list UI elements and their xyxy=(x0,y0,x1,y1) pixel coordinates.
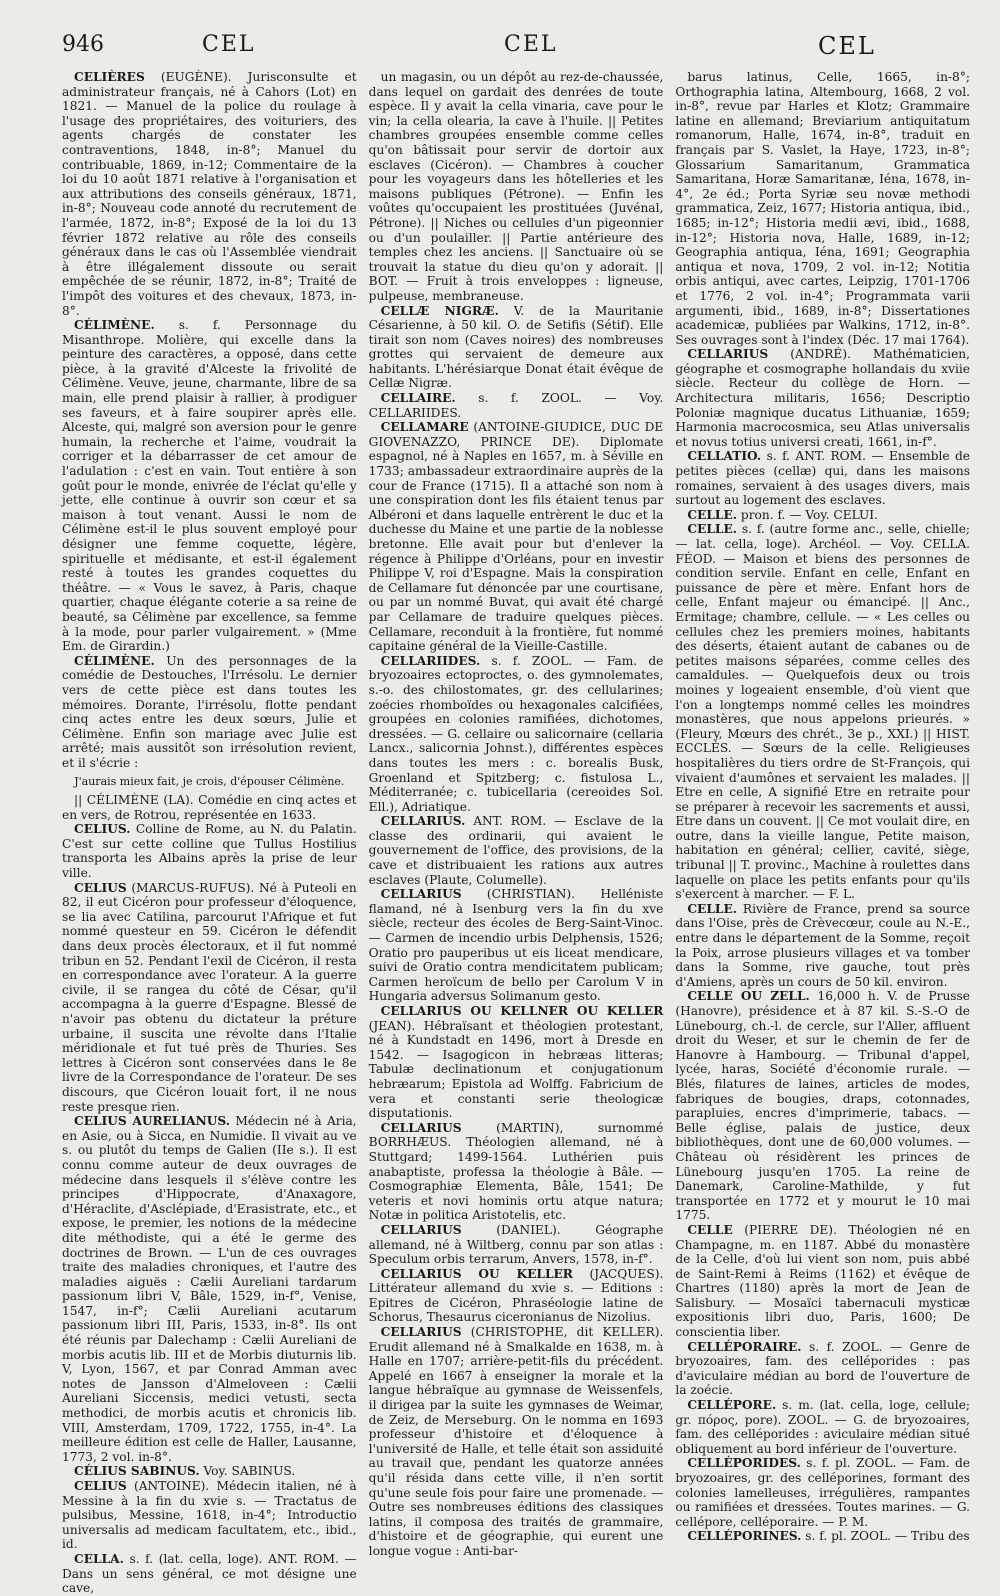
dictionary-entry xyxy=(369,814,664,887)
dictionary-entry xyxy=(62,318,357,654)
dictionary-entry xyxy=(62,822,357,880)
dictionary-entry xyxy=(369,1004,664,1121)
dictionary-entry xyxy=(369,391,664,420)
entry-text: barus latinus, Celle, 1665, in-8°; Orthographia latina, Altembourg, 1668, 2 vol. in-8°, revue par Harles et Klotz; Grammaire latine en allemand; Breviarium antiquitatum romanorum, Halle, 1674, in-8°, traduit en français par S. Vaslet, la Haye, 1723, in-8°; Glossarium Samaritanum, Grammatica Samaritana, Horæ Samaritanæ, Iéna, 1678, in-4°, 2e éd.; Porta Syriæ seu novæ methodi grammatica, Zeiz, 1677; Historia antiqua, ibid., 1685; in-12°; Historia medii ævi, ibid., 1688, in-12°; Historia nova, Halle, 1689, in-12; Geographia antiqua, Iéna, 1691; Geographia antiqua et nova, 1709, 2 vol. in-12; Notitia orbis antiqui, avec cartes, Leipzig, 1701-1706 et 1776, 2 vol. in-4°; Programmata varii argumenti, ibid., 1689, in-8°; Dissertationes academicæ, publiées par Walkins, 1712, in-8°. Ses ouvrages sont à l'index (Déc. 17 mai 1764). xyxy=(675,70,971,347)
entry-text: pron. f. — Voy. CELUI. xyxy=(740,507,878,522)
entry-headword: CELIUS. xyxy=(74,822,131,837)
entry-headword: CÉLIUS SABINUS. xyxy=(74,1464,200,1479)
entry-text: (MARTIN), surnommé BORRHÆUS. Théologien allemand, né à Stuttgard; 1499-1564. Luthérien puis anabaptiste, professa la théologie à Bâle. — Cosmographiæ Elementa, Bâle, 1541; De veteris et novi hominis ortu atque natura; Notæ in politica Aristotelis, etc. xyxy=(368,1120,664,1223)
entry-headword: CELLÉPORIDES. xyxy=(687,1456,801,1471)
entry-text: Un des personnages de la comédie de Destouches, l'Irrésolu. Le dernier vers de cette pièce est dans toutes les mémoires. Dorante, l'irrésolu, flotte pendant cinq actes entre les deux sœurs, Julie et Célimène. Enfin son mariage avec Julie est arrêté; mais aussitôt son irrésolution revient, et il s'écrie : xyxy=(62,653,357,770)
dictionary-entry xyxy=(369,887,664,1004)
entry-headword: CELLÆ NIGRÆ. xyxy=(380,303,499,318)
dictionary-entry xyxy=(369,1267,664,1325)
running-word-right: CEL xyxy=(818,32,876,60)
entry-text: s. f. Personnage du Misanthrope. Molière, qui excelle dans la peinture des caractères, a opposé, dans cette pièce, à la gravité d'Alceste la frivolité de Célimène. Veuve, jeune, charmante, libre de sa main, elle prend plaisir à rallier, à prodiguer ses faveurs, et à faire soupirer après elle. Alceste, qui, malgré son aversion pour le genre humain, la recherche et l'aime, voudrait la corriger et la débarrasser de cet amour de l'adulation : c'est en vain. Tout entière à son goût pour le monde, enivrée de l'éclat qu'elle y jette, elle continue à ouvrir son cœur et sa maison à tout venant. Aussi le nom de Célimène est-il le plus souvent employé pour désigner une femme coquette, légère, spirituelle et médisante, et est-il également resté à toutes les grandes coquettes du théâtre. — « Vous le savez, à Paris, chaque quartier, chaque élégante coterie a sa reine de beauté, sa Célimène par excellence, sa femme à la mode, pour parler vulgairement. » (Mme Em. de Girardin.) xyxy=(62,318,357,654)
entry-text: s. f. pl. ZOOL. — Fam. de bryozoaires, gr. des celléporines, formant des colonies lamelleuses, irrégulières, rampantes ou ramifiées et dressées. Toutes marines. — G. cellépore, celléporaire. — P. M. xyxy=(675,1456,971,1529)
entry-text: (JACQUES). Littérateur allemand du xvie s. — Editions : Epitres de Cicéron, Phraséologie latine de Schorus, Thesaurus ciceronianus de Nizolius. xyxy=(368,1266,664,1325)
entry-text: V. de la Mauritanie Césarienne, à 50 kil. O. de Setifis (Sétif). Elle tirait son nom (Caves noires) des nombreuses grottes qui servaient de demeure aux habitants. L'hérésiarque Donat était évêque de Cellæ Nigræ. xyxy=(368,303,664,391)
entry-text: s. f. (autre forme anc., selle, chielle; — lat. cella, loge). Archéol. — Voy. CELLA. FÉOD. — Maison et biens des personnes de condition servile. Enfant en celle, Enfant en puissance de père et mère. Enfant hors de celle, Enfant majeur ou émancipé. || Anc., Ermitage; chambre, cellule. — « Les celles ou cellules chez les premiers moines, habitants des déserts, étaient autant de cabanes ou de petites maisons séparées, comme celles des camaldules. — Quelquefois deux ou trois moines y logeaient ensemble, d'où vient que l'on a longtemps nommé celles les moindres monastères, que nous appelons prieurés. » (Fleury, Mœurs des chrét., 3e p., XXI.) || HIST. ECCLÉS. — Sœurs de la celle. Religieuses hospitalières du tiers ordre de St-François, qui vivaient d'aumônes et servaient les malades. || Etre en celle, A signifié Etre en retraite pour se préparer à recevoir les sacrements et aussi, Etre dans un couvent. || Ce mot voulait dire, en outre, dans la vieille langue, Petite maison, habitation en général; cellier, cavité, siège, tribunal || T. provinc., Machine à roulettes dans laquelle on place les petits enfants pour qu'ils s'exercent à marcher. — F. L. xyxy=(675,522,971,902)
dictionary-entry xyxy=(369,1325,664,1559)
entry-headword: CELLARIUS OU KELLER xyxy=(380,1266,573,1281)
dictionary-entry xyxy=(675,1398,970,1456)
entry-headword: CELLAIRE. xyxy=(380,391,456,406)
entry-headword: CÉLIMÈNE. xyxy=(74,318,155,333)
entry-headword: CELLE OU ZELL. xyxy=(687,989,810,1004)
dictionary-entry xyxy=(62,793,357,822)
entry-text: (ANDRÉ). Mathématicien, géographe et cosmographe hollandais du xviie siècle. Recteur du collège de Horn. — Architectura militaris, 1656; Descriptio Poloniæ magnique ducatus Lithuaniæ, 1659; Harmonia macrocosmica, seu Atlas universalis et novus totius universi creati, 1661, in-f°. xyxy=(675,347,971,449)
running-word-left: CEL xyxy=(202,32,256,57)
dictionary-entry xyxy=(675,1529,970,1544)
entry-headword: CELLÉPORAIRE. xyxy=(687,1339,802,1354)
entry-headword: CELLÉPORINES. xyxy=(687,1529,802,1544)
entry-headword: CELLE xyxy=(687,1222,733,1237)
dictionary-entry xyxy=(675,1456,970,1529)
entry-text: (CHRISTIAN). Helléniste flamand, né à Isenburg vers la fin du xve siècle, recteur des écoles de Berg-Saint-Vinoc. — Carmen de incendio urbis Delphensis, 1526; Oratio pro pauperibus ut eis liceat mendicare, suivi de Oratio contra mendicitatem publicam; Carmen heroïcum de bello per Carolum V in Hungaria adversus Solimanum gesto. xyxy=(368,887,664,1004)
dictionary-entry xyxy=(369,1223,664,1267)
entry-headword: CELIÈRES xyxy=(74,70,145,84)
entry-text: (JEAN). Hébraïsant et théologien protestant, né à Kundstadt en 1496, mort à Dresde en 1542. — Isagogicon in hebræas litteras; Tabulæ declinationum et conjugationum hebræarum; Epistola ad Wolffg. Fabricium de vera et constanti serie theologicæ disputationis. xyxy=(368,1018,664,1121)
dictionary-entry xyxy=(62,654,357,771)
entry-text: (DANIEL). Géographe allemand, né à Wiltberg, connu par son atlas : Speculum orbis terrarum, Anvers, 1578, in-f°. xyxy=(368,1222,664,1267)
dictionary-entry xyxy=(675,449,970,507)
dictionary-entry xyxy=(675,70,970,347)
dictionary-entry xyxy=(675,1340,970,1398)
entry-headword: CELLATIO. xyxy=(687,449,762,464)
dictionary-entry xyxy=(62,1464,357,1479)
entry-text: (EUGÈNE). Jurisconsulte et administrateur français, né à Cahors (Lot) en 1821. — Manuel de la police du roulage à l'usage des propriétaires, des voituriers, des agents chargés de constater les contraventions, 1848, in-8°; Manuel du contribuable, 1869, in-12; Commentaire de la loi du 10 août 1871 relative à l'organisation et aux attributions des conseils généraux, 1871, in-8°; Nouveau code annoté du recrutement de l'armée, 1872, in-8°; Exposé de la loi du 13 février 1872 relative au rôle des conseils généraux dans le cas où l'Assemblée viendrait à être illégalement dissoute ou serait empêchée de se réunir, 1872, in-8°; Traité de l'impôt des voitures et des chevaux, 1873, in-8°. xyxy=(62,70,357,318)
running-header xyxy=(62,18,970,70)
entry-headword: CELLE. xyxy=(687,522,738,537)
dictionary-entry xyxy=(369,1121,664,1223)
entry-headword: CÉLIMÈNE. xyxy=(74,653,155,668)
column-2 xyxy=(368,70,664,1558)
dictionary-entry xyxy=(62,1114,357,1464)
entry-text: s. f. ZOOL. — Voy. CELLARIIDES. xyxy=(368,391,664,420)
entry-text: (PIERRE DE). Théologien né en Champagne, m. en 1187. Abbé du monastère de la Celle, d'où lui vient son nom, puis abbé de Saint-Remi à Reims (1162) et évêque de Chartres (1180) après la mort de Jean de Salisbury. — Mosaïci tabernaculi mysticæ expositionis libri duo, Paris, 1600; De conscientia liber. xyxy=(675,1222,971,1340)
entry-text: (CHRISTOPHE, dit KELLER). Erudit allemand né à Smalkalde en 1638, m. à Halle en 1707; arrière-petit-fils du précédent. Appelé en 1667 à enseigner la morale et la langue hébraïque au gymnase de Weissenfels, il dirigea par la suite les gymnases de Weimar, de Zeiz, de Merseburg. On le nomma en 1693 professeur d'histoire et d'éloquence à l'université de Halle, et telle était son assiduité au travail que, pendant les quatorze années qu'il résida dans cette ville, il n'en sortit qu'une seule fois pour faire une promenade. — Outre ses nombreuses éditions des classiques latins, il composa des traités de grammaire, d'histoire et de géographie, qui eurent une longue vogue : Anti-bar- xyxy=(368,1325,664,1558)
dictionary-entry xyxy=(62,1552,357,1596)
entry-text: ANT. ROM. — Esclave de la classe des ordinarii, qui avaient le gouvernement de l'office, des provisions, de la cave et distribuaient les rations aux autres esclaves (Plaute, Columelle). xyxy=(368,814,664,887)
entry-headword: CELIUS xyxy=(74,1479,127,1493)
dictionary-entry xyxy=(369,304,664,392)
entry-text: 16,000 h. V. de Prusse (Hanovre), présidence et à 87 kil. S.-S.-O de Lünebourg, ch.-l. de cercle, sur l'Aller, affluent droit du Weser, et sur le chemin de fer de Hanovre à Hambourg. — Tribunal d'appel, lycée, haras, Société d'économie rurale. — Blés, filatures de laines, articles de modes, fabriques de bougies, draps, cotonnades, parapluies, encres d'imprimerie, tabacs. — Belle église, palais de justice, deux bibliothèques, dont une de 60,000 volumes. — Château où résidèrent les princes de Lünebourg jusqu'en 1705. La reine de Danemark, Caroline-Mathilde, y fut transportée en 1772 et y mourut le 10 mai 1775. xyxy=(675,989,971,1223)
entry-text: s. f. ZOOL. — Genre de bryozoaires, fam. des celléporides : pas d'aviculaire médian au bord de l'ouverture de la zoécie. xyxy=(675,1339,971,1398)
entry-headword: CELLE. xyxy=(687,901,738,916)
entry-text: s. m. (lat. cella, loge, cellule; gr. πόρος, pore). ZOOL. — G. de bryozoaires, fam. des celléporides : aviculaire médian situé obliquement au bord inférieur de l'ouverture. xyxy=(675,1398,971,1456)
dictionary-entry xyxy=(675,508,970,523)
dictionary-entry xyxy=(675,989,970,1223)
entry-headword: CELLARIUS xyxy=(380,887,462,902)
entry-text: (ANTOINE-GIUDICE, DUC DE GIOVENAZZO, PRINCE DE). Diplomate espagnol, né à Naples en 1657, m. à Séville en 1733; ambassadeur extraordinaire auprès de la cour de France (1715). Il a attaché son nom à une conspiration dont les fils étaient tenus par Albéroni et dans laquelle entrèrent le duc et la duchesse du Maine et une partie de la noblesse bretonne. Elle avait pour but d'enlever la régence à Philippe d'Orléans, pour en investir Philippe V, roi d'Espagne. Mais la conspiration de Cellamare fut dénoncée par une courtisane, ou par un nommé Buvat, qui avait été chargé par Cellamare de traduire quelques pièces. Cellamare, reconduit à la frontière, fut nommé capitaine général de la Vieille-Castille. xyxy=(368,420,664,654)
dictionary-entry xyxy=(675,522,970,901)
entry-headword: CELLARIUS. xyxy=(380,814,466,829)
dictionary-entry xyxy=(369,70,664,304)
entry-headword: CELLARIUS xyxy=(687,347,769,362)
dictionary-entry xyxy=(675,1223,970,1340)
entry-text: Médecin né à Aria, en Asie, ou à Sicca, en Numidie. Il vivait au ve s. ou plutôt du temps de Galien (IIe s.). Il est connu comme auteur de deux ouvrages de médecine dans lesquels il s'élève contre les principes d'Hippocrate, d'Anaxagore, d'Héraclite, d'Asclépiade, d'Erasistrate, etc., et expose, le premier, les notions de la médecine dite méthodiste, qui a été le germe des doctrines de Brown. — L'un de ces ouvrages traite des maladies chroniques, et l'autre des maladies aiguës : Cælii Aureliani tardarum passionum libri V, Bâle, 1529, in-f°, Venise, 1547, in-f°; Cælii Aureliani acutarum passionum libri III, Paris, 1533, in-8°. Ils ont été réunis par Dalechamp : Cælii Aureliani de morbis acutis lib. III et de Morbis diuturnis lib. V, Lyon, 1567, et par Conrad Amman avec notes de Jansson d'Almeloveen : Cælii Aureliani Siccensis, medici vetusti, secta methodici, de morbis acutis et chronicis lib. VIII, Amsterdam, 1709, 1722, 1755, in-4°. La meilleure édition est celle de Haller, Lausanne, 1773, 2 vol. in-8°. xyxy=(62,1114,357,1464)
dictionary-entry xyxy=(62,881,357,1115)
entry-headword: CELLÉPORE. xyxy=(687,1398,777,1413)
entry-text: (MARCUS-RUFUS). Né à Puteoli en 82, il eut Cicéron pour professeur d'éloquence, se lia avec Catilina, parcourut l'Afrique et fut nommé questeur en 59. Cicéron le défendit dans deux procès électoraux, et il fut nommé tribun en 52. Pendant l'exil de Cicéron, il resta en correspondance avec l'orateur. A la guerre civile, il se rangea du côté de César, qu'il accompagna à la guerre d'Espagne. Blessé de n'avoir pas obtenu du dictateur la préture urbaine, il suscita une révolte dans l'Italie méridionale et fut tué près de Thuries. Ses lettres à Cicéron sont conservées dans le 8e livre de la Correspondance de l'orateur. De ses discours, que Cicéron louait fort, il ne nous reste presque rien. xyxy=(62,880,357,1114)
entry-text: un magasin, ou un dépôt au rez-de-chaussée, dans lequel on gardait des denrées de toute espèce. Il y avait la cella vinaria, cave pour le vin; la cella olearia, la cave à l'huile. || Petites chambres groupées ensemble comme celles qu'on bâtissait pour servir de dortoir aux esclaves (Cicéron). — Chambres à coucher pour les voyageurs dans les hôtelleries et les maisons publiques (Pétrone). — Enfin les voûtes qu'occupaient les prostituées (Juvénal, Pétrone). || Niches ou cellules d'un pigeonnier ou d'un poulailler. || Partie antérieure des temples chez les anciens. || Sanctuaire où se trouvait la statue du dieu qu'on y adorait. || BOT. — Fruit à trois enveloppes : ligneuse, pulpeuse, membraneuse. xyxy=(368,70,664,303)
entry-headword: CELLARIUS xyxy=(380,1222,462,1237)
entry-headword: CELLARIUS xyxy=(380,1325,462,1340)
entry-headword: CELLE. xyxy=(687,507,738,522)
dictionary-entry xyxy=(675,347,970,449)
running-word-center: CEL xyxy=(504,32,558,57)
entry-text: s. f. ANT. ROM. — Ensemble de petites pièces (cellæ) qui, dans les maisons romaines, servaient à des usages divers, mais surtout au logement des esclaves. xyxy=(675,449,971,508)
dictionary-entry xyxy=(369,654,664,815)
entry-text: Voy. SABINUS. xyxy=(203,1464,296,1479)
column-3 xyxy=(675,70,971,1544)
dictionary-entry xyxy=(675,902,970,990)
page-number: 946 xyxy=(62,32,104,57)
entry-text: Colline de Rome, au N. du Palatin. C'est sur cette colline que Tullus Hostilius transporta les Albains après la prise de leur ville. xyxy=(62,822,357,881)
entry-text: s. f. ZOOL. — Fam. de bryozoaires ectoproctes, o. des gymnolemates, s.-o. des chilostomates, gr. des cellularines; zoécies rhomboïdes ou hexagonales calcifiées, groupées en colonies ramifiées, dichotomes, dressées. — G. cellaire ou salicornaire (cellaria Lancx., salicornia Johnst.), différentes espèces dans toutes les mers : c. borealis Busk, Groenland et Spitzberg; c. fistulosa L., Méditerranée; c. tubicellaria (cereoides Sol. Ell.), Adriatique. xyxy=(368,653,664,814)
entry-text: s. f. pl. ZOOL. — Tribu des xyxy=(805,1529,970,1544)
dictionary-entry xyxy=(62,70,357,318)
entry-headword: CELIUS xyxy=(74,880,127,895)
entry-text: Rivière de France, prend sa source dans l'Oise, près de Crèvecœur, coule au N.-E., entre dans le département de la Somme, reçoit la Poix, arrose plusieurs villages et va tomber dans la Somme, rive gauche, tout près d'Amiens, après un cours de 50 kil. environ. xyxy=(675,901,971,989)
entry-text: || CÉLIMÈNE (LA). Comédie en cinq actes et en vers, de Rotrou, représentée en 1633. xyxy=(62,793,357,822)
entry-text: s. f. (lat. cella, loge). ANT. ROM. — Dans un sens général, ce mot désigne une cave, xyxy=(62,1551,357,1596)
text-columns xyxy=(62,70,971,1596)
entry-headword: CELLARIUS OU KELLNER OU KELLER xyxy=(380,1004,664,1018)
entry-headword: CELLAMARE xyxy=(380,420,469,435)
entry-text: (ANTOINE). Médecin italien, né à Messine à la fin du xvie s. — Tractatus de pulsibus, Messine, 1618, in-4°; Introductio universalis ad medicam facultatem, etc., ibid., id. xyxy=(62,1479,357,1552)
entry-headword: CELLARIIDES. xyxy=(380,653,481,668)
dictionary-entry xyxy=(369,420,664,654)
dictionary-entry xyxy=(62,1479,357,1552)
entry-headword: CELLA. xyxy=(74,1551,124,1566)
verse-quotation: J'aurais mieux fait, je crois, d'épouser Célimène. xyxy=(74,774,345,788)
entry-headword: CELIUS AURELIANUS. xyxy=(74,1114,231,1129)
entry-headword: CELLARIUS xyxy=(380,1120,462,1135)
column-1 xyxy=(62,70,357,1596)
